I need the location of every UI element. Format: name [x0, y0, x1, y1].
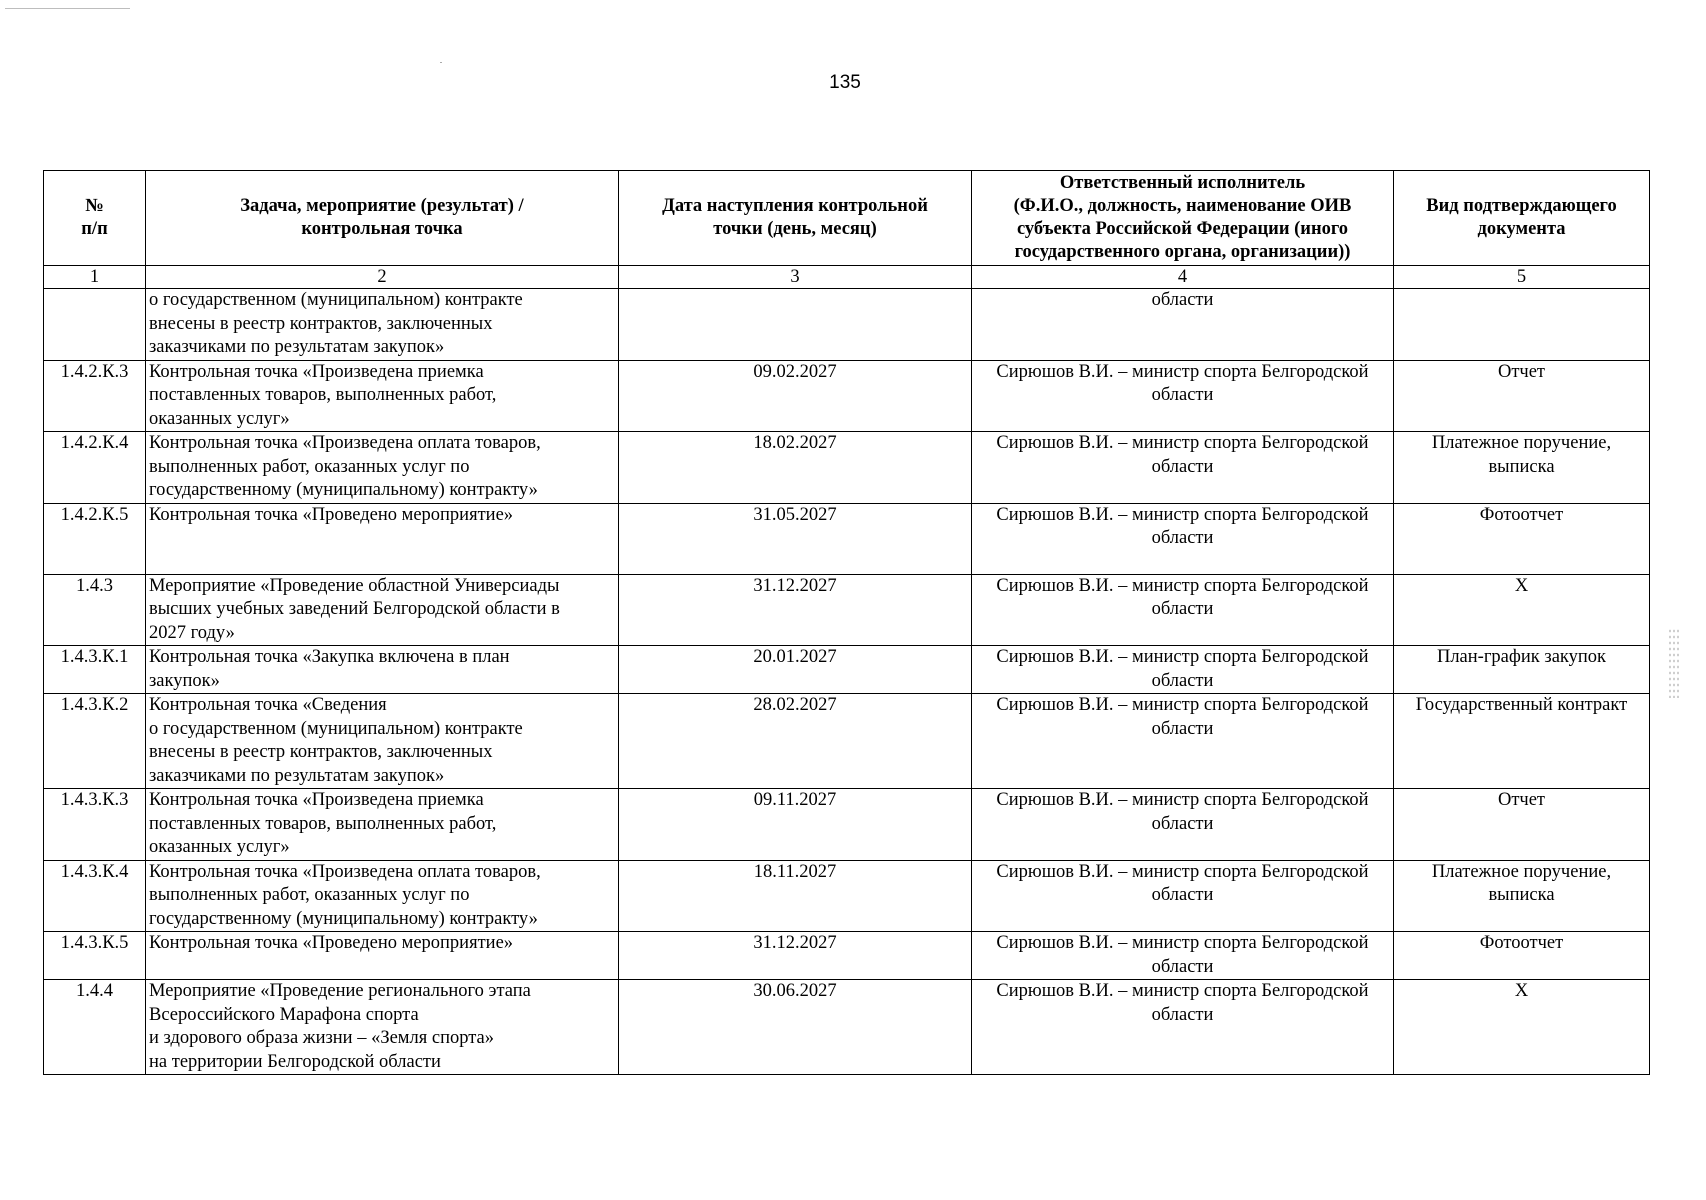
row-responsible: Сирюшов В.И. – министр спорта Белгородской области	[972, 432, 1394, 504]
row-date	[619, 289, 972, 361]
scan-artifact-line	[5, 8, 130, 9]
row-date: 28.02.2027	[619, 694, 972, 789]
scan-artifact-dot	[440, 62, 442, 63]
column-number-row	[44, 266, 1650, 289]
row-document: Фотоотчет	[1394, 503, 1650, 574]
row-number	[44, 289, 146, 361]
row-date: 20.01.2027	[619, 646, 972, 694]
row-responsible: Сирюшов В.И. – министр спорта Белгородской области	[972, 980, 1394, 1075]
control-points-table	[43, 170, 1650, 1075]
row-number: 1.4.3.К.5	[44, 932, 146, 980]
row-responsible: Сирюшов В.И. – министр спорта Белгородской области	[972, 360, 1394, 432]
row-responsible: Сирюшов В.И. – министр спорта Белгородской области	[972, 932, 1394, 980]
row-date: 18.11.2027	[619, 860, 972, 932]
row-task: о государственном (муниципальном) контракте внесены в реестр контрактов, заключенных заказчиками по результатам закупок»	[146, 289, 619, 361]
table-body	[44, 289, 1650, 1075]
header-document: Вид подтверждающего документа	[1394, 171, 1650, 266]
scan-artifact-speckle	[1668, 628, 1680, 698]
row-date: 31.05.2027	[619, 503, 972, 574]
row-document: План-график закупок	[1394, 646, 1650, 694]
row-responsible: Сирюшов В.И. – министр спорта Белгородской области	[972, 646, 1394, 694]
row-document: Отчет	[1394, 360, 1650, 432]
table-row	[44, 789, 1650, 861]
row-date: 09.02.2027	[619, 360, 972, 432]
table-row	[44, 694, 1650, 789]
column-number: 5	[1394, 266, 1650, 289]
row-date: 31.12.2027	[619, 574, 972, 646]
column-number: 3	[619, 266, 972, 289]
table-row	[44, 574, 1650, 646]
column-number: 1	[44, 266, 146, 289]
row-document	[1394, 289, 1650, 361]
table-row	[44, 932, 1650, 980]
row-task: Контрольная точка «Произведена приемка поставленных товаров, выполненных работ, оказанных услуг»	[146, 360, 619, 432]
table-row	[44, 646, 1650, 694]
row-number: 1.4.3.К.4	[44, 860, 146, 932]
header-number: № п/п	[44, 171, 146, 266]
row-task: Контрольная точка «Произведена оплата товаров, выполненных работ, оказанных услуг по государственному (муниципальному) контракту»	[146, 860, 619, 932]
column-number: 4	[972, 266, 1394, 289]
row-responsible: Сирюшов В.И. – министр спорта Белгородской области	[972, 574, 1394, 646]
table-row	[44, 860, 1650, 932]
row-number: 1.4.3.К.3	[44, 789, 146, 861]
header-responsible: Ответственный исполнитель (Ф.И.О., должность, наименование ОИВ субъекта Российской Федерации (иного государственного органа, организации))	[972, 171, 1394, 266]
page-number: 135	[829, 72, 861, 93]
row-document: Отчет	[1394, 789, 1650, 861]
table-row	[44, 432, 1650, 504]
row-date: 09.11.2027	[619, 789, 972, 861]
row-document: Платежное поручение, выписка	[1394, 432, 1650, 504]
row-document: Платежное поручение, выписка	[1394, 860, 1650, 932]
row-number: 1.4.3.К.2	[44, 694, 146, 789]
row-document: Х	[1394, 574, 1650, 646]
table-row	[44, 980, 1650, 1075]
row-document: Государственный контракт	[1394, 694, 1650, 789]
row-responsible: Сирюшов В.И. – министр спорта Белгородской области	[972, 694, 1394, 789]
row-number: 1.4.3	[44, 574, 146, 646]
row-number: 1.4.3.К.1	[44, 646, 146, 694]
row-number: 1.4.2.К.3	[44, 360, 146, 432]
row-number: 1.4.2.К.5	[44, 503, 146, 574]
row-task: Мероприятие «Проведение областной Универсиады высших учебных заведений Белгородской области в 2027 году»	[146, 574, 619, 646]
header-date: Дата наступления контрольной точки (день, месяц)	[619, 171, 972, 266]
row-task: Контрольная точка «Проведено мероприятие»	[146, 503, 619, 574]
row-task: Контрольная точка «Произведена оплата товаров, выполненных работ, оказанных услуг по государственному (муниципальному) контракту»	[146, 432, 619, 504]
header-task: Задача, мероприятие (результат) / контрольная точка	[146, 171, 619, 266]
column-number: 2	[146, 266, 619, 289]
row-date: 30.06.2027	[619, 980, 972, 1075]
row-responsible: Сирюшов В.И. – министр спорта Белгородской области	[972, 789, 1394, 861]
table-row	[44, 503, 1650, 574]
table-row	[44, 289, 1650, 361]
row-date: 31.12.2027	[619, 932, 972, 980]
row-number: 1.4.4	[44, 980, 146, 1075]
row-document: Фотоотчет	[1394, 932, 1650, 980]
row-document: Х	[1394, 980, 1650, 1075]
row-responsible: Сирюшов В.И. – министр спорта Белгородской области	[972, 860, 1394, 932]
table-row	[44, 360, 1650, 432]
row-task: Контрольная точка «Сведения о государственном (муниципальном) контракте внесены в реестр контрактов, заключенных заказчиками по результатам закупок»	[146, 694, 619, 789]
row-date: 18.02.2027	[619, 432, 972, 504]
row-responsible: Сирюшов В.И. – министр спорта Белгородской области	[972, 503, 1394, 574]
table-header-row	[44, 171, 1650, 266]
row-task: Мероприятие «Проведение регионального этапа Всероссийского Марафона спорта и здорового образа жизни – «Земля спорта» на территории Белгородской области	[146, 980, 619, 1075]
row-task: Контрольная точка «Проведено мероприятие»	[146, 932, 619, 980]
row-responsible: области	[972, 289, 1394, 361]
row-task: Контрольная точка «Закупка включена в план закупок»	[146, 646, 619, 694]
row-task: Контрольная точка «Произведена приемка поставленных товаров, выполненных работ, оказанных услуг»	[146, 789, 619, 861]
row-number: 1.4.2.К.4	[44, 432, 146, 504]
